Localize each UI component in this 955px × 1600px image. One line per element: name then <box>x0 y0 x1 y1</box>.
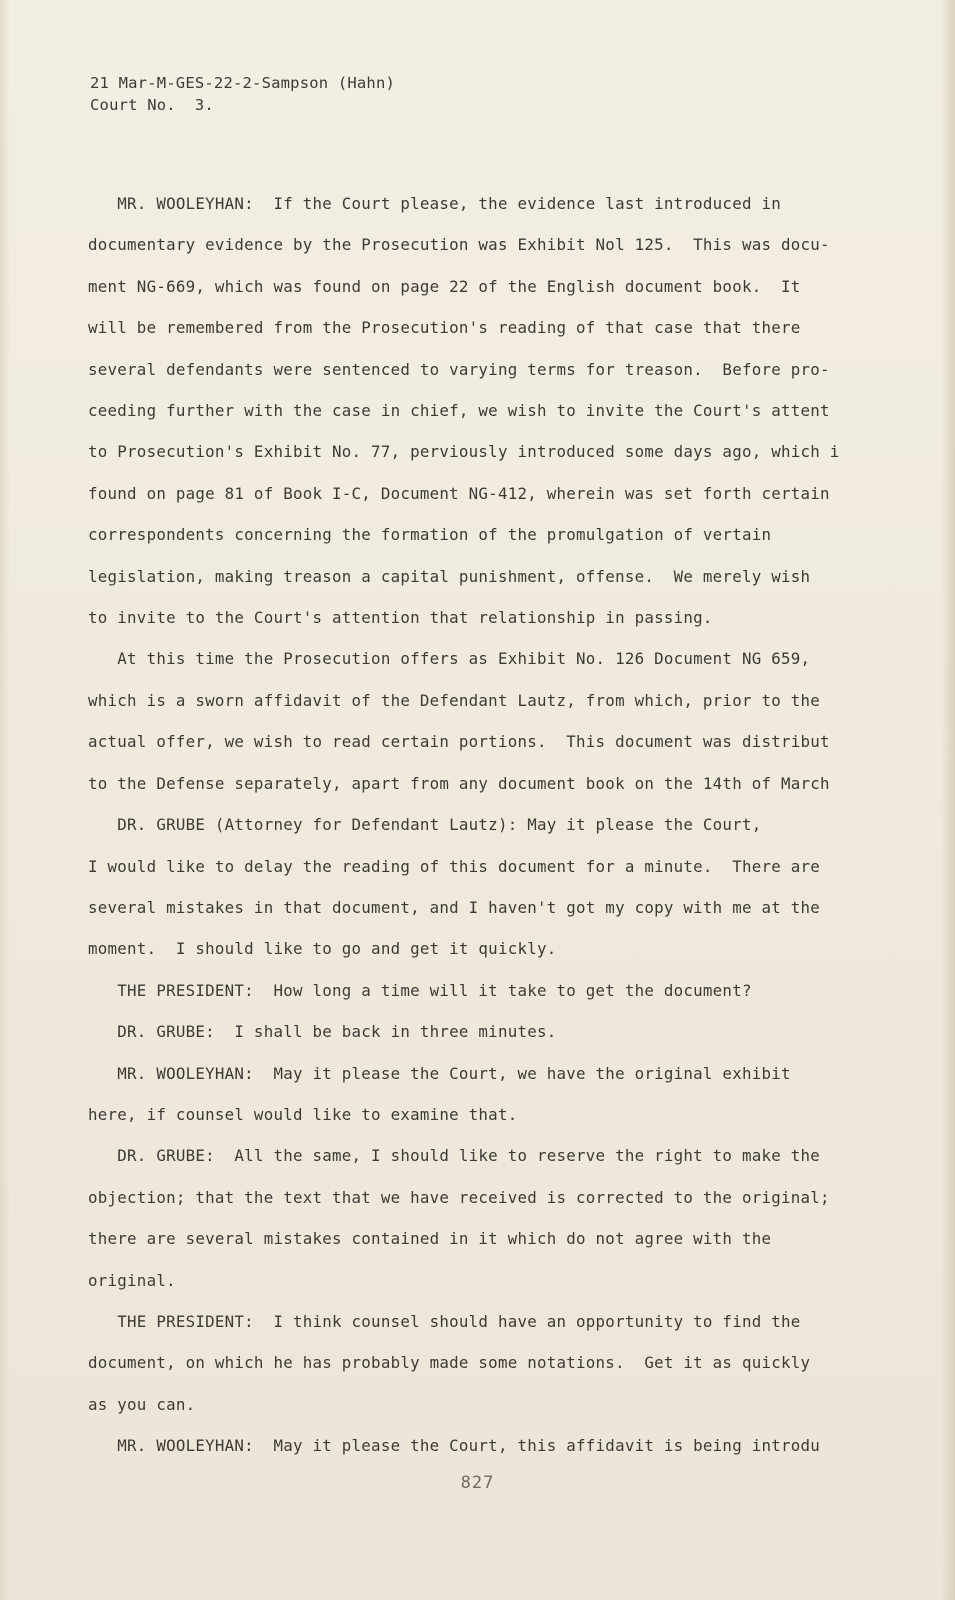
transcript-line: objection; that the text that we have received is corrected to the original; <box>88 1187 830 1207</box>
transcript-line: THE PRESIDENT: I think counsel should have an opportunity to find the <box>88 1311 801 1331</box>
transcript-line: actual offer, we wish to read certain portions. This document was distribut <box>88 732 830 752</box>
transcript-line: here, if counsel would like to examine that. <box>88 1104 518 1124</box>
transcript-line: which is a sworn affidavit of the Defendant Lautz, from which, prior to the <box>88 690 821 710</box>
transcript-line: there are several mistakes contained in it which do not agree with the <box>88 1229 772 1249</box>
transcript-line: as you can. <box>88 1394 196 1414</box>
transcript-line: several mistakes in that document, and I haven't got my copy with me at the <box>88 897 821 917</box>
transcript-line: to invite to the Court's attention that relationship in passing. <box>88 608 713 628</box>
transcript-line: to Prosecution's Exhibit No. 77, perviously introduced some days ago, which i <box>88 442 840 462</box>
transcript-line: document, on which he has probably made some notations. Get it as quickly <box>88 1353 811 1373</box>
page-header <box>90 72 395 116</box>
transcript-line: MR. WOOLEYHAN: May it please the Court, we have the original exhibit <box>88 1063 791 1083</box>
transcript-body <box>88 183 868 1467</box>
transcript-line: found on page 81 of Book I-C, Document NG-412, wherein was set forth certain <box>88 483 830 503</box>
transcript-line: MR. WOOLEYHAN: If the Court please, the evidence last introduced in <box>88 194 781 213</box>
case-reference: 21 Mar-M-GES-22-2-Sampson (Hahn) <box>90 74 396 92</box>
transcript-line: legislation, making treason a capital punishment, offense. We merely wish <box>88 566 811 586</box>
court-number: Court No. 3. <box>90 96 214 114</box>
transcript-line: DR. GRUBE (Attorney for Defendant Lautz): May it please the Court, <box>88 815 762 835</box>
transcript-line: several defendants were sentenced to varying terms for treason. Before pro- <box>88 359 830 379</box>
transcript-line: to the Defense separately, apart from any document book on the 14th of March <box>88 773 830 793</box>
transcript-line: original. <box>88 1270 176 1290</box>
transcript-line: documentary evidence by the Prosecution was Exhibit Nol 125. This was docu- <box>88 235 830 255</box>
transcript-line: moment. I should like to go and get it quickly. <box>88 939 557 959</box>
transcript-line: THE PRESIDENT: How long a time will it take to get the document? <box>88 980 752 1000</box>
transcript-line: correspondents concerning the formation of the promulgation of vertain <box>88 525 772 545</box>
transcript-line: DR. GRUBE: All the same, I should like to reserve the right to make the <box>88 1146 821 1166</box>
transcript-line: At this time the Prosecution offers as Exhibit No. 126 Document NG 659, <box>88 649 811 669</box>
page-number: 827 <box>460 1473 495 1493</box>
transcript-line: DR. GRUBE: I shall be back in three minutes. <box>88 1022 557 1042</box>
transcript-line: ment NG-669, which was found on page 22 of the English document book. It <box>88 276 801 296</box>
transcript-line: ceeding further with the case in chief, we wish to invite the Court's attent <box>88 401 830 421</box>
transcript-line: will be remembered from the Prosecution's reading of that case that there <box>88 318 801 338</box>
transcript-line: I would like to delay the reading of this document for a minute. There are <box>88 856 821 876</box>
transcript-line: MR. WOOLEYHAN: May it please the Court, this affidavit is being introdu <box>88 1436 821 1456</box>
